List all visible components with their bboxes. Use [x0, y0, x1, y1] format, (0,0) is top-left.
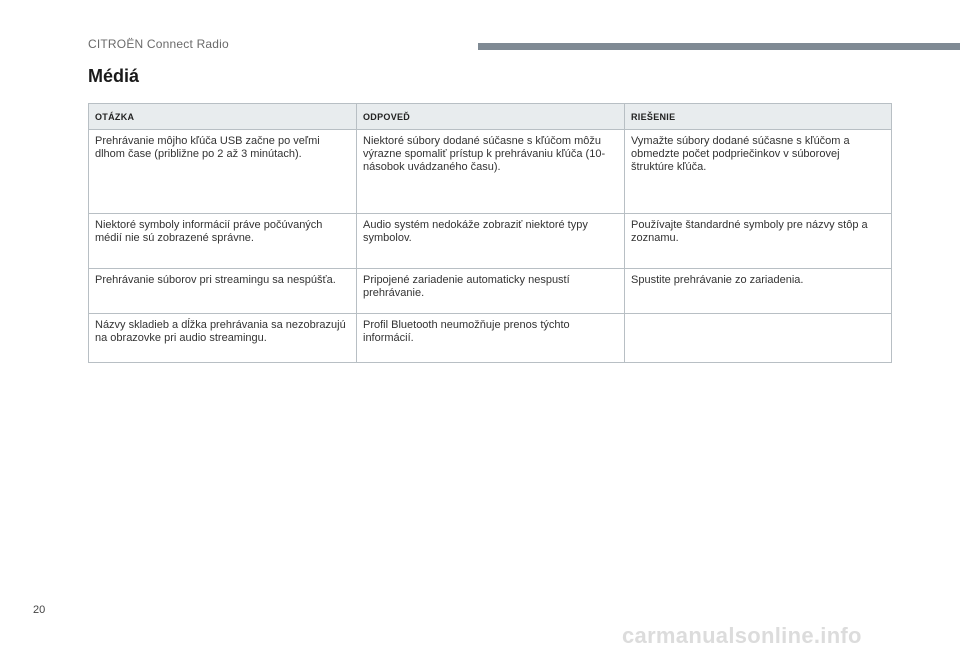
question-cell: Názvy skladieb a dĺžka prehrávania sa nezobrazujú na obrazovke pri audio streamingu.	[89, 314, 357, 363]
column-header-answer: ODPOVEĎ	[357, 104, 625, 130]
table-header-row	[89, 104, 892, 130]
page-number: 20	[33, 604, 46, 616]
header-accent-bar	[478, 43, 960, 50]
solution-cell	[625, 314, 892, 363]
troubleshooting-table	[88, 103, 892, 363]
question-cell: Niektoré symboly informácií práve počúvaných médií nie sú zobrazené správne.	[89, 214, 357, 269]
watermark-text: carmanualsonline.info	[622, 623, 862, 648]
answer-cell: Niektoré súbory dodané súčasne s kľúčom môžu výrazne spomaliť prístup k prehrávaniu kľúča (10-násobok uvádzaného času).	[357, 130, 625, 214]
question-cell: Prehrávanie súborov pri streamingu sa nespúšťa.	[89, 269, 357, 314]
table-row	[89, 130, 892, 214]
page-title: Médiá	[88, 66, 140, 86]
solution-cell: Používajte štandardné symboly pre názvy stôp a zoznamu.	[625, 214, 892, 269]
column-header-solution: RIEŠENIE	[625, 104, 892, 130]
table-row	[89, 269, 892, 314]
question-cell: Prehrávanie môjho kľúča USB začne po veľmi dlhom čase (približne po 2 až 3 minútach).	[89, 130, 357, 214]
table-row	[89, 314, 892, 363]
column-header-question: OTÁZKA	[89, 104, 357, 130]
answer-cell: Profil Bluetooth neumožňuje prenos týchto informácií.	[357, 314, 625, 363]
solution-cell: Spustite prehrávanie zo zariadenia.	[625, 269, 892, 314]
running-header-title: CITROËN Connect Radio	[88, 37, 229, 51]
answer-cell: Pripojené zariadenie automaticky nespustí prehrávanie.	[357, 269, 625, 314]
solution-cell: Vymažte súbory dodané súčasne s kľúčom a obmedzte počet podpriečinkov v súborovej štruktúre kľúča.	[625, 130, 892, 214]
answer-cell: Audio systém nedokáže zobraziť niektoré typy symbolov.	[357, 214, 625, 269]
table-row	[89, 214, 892, 269]
